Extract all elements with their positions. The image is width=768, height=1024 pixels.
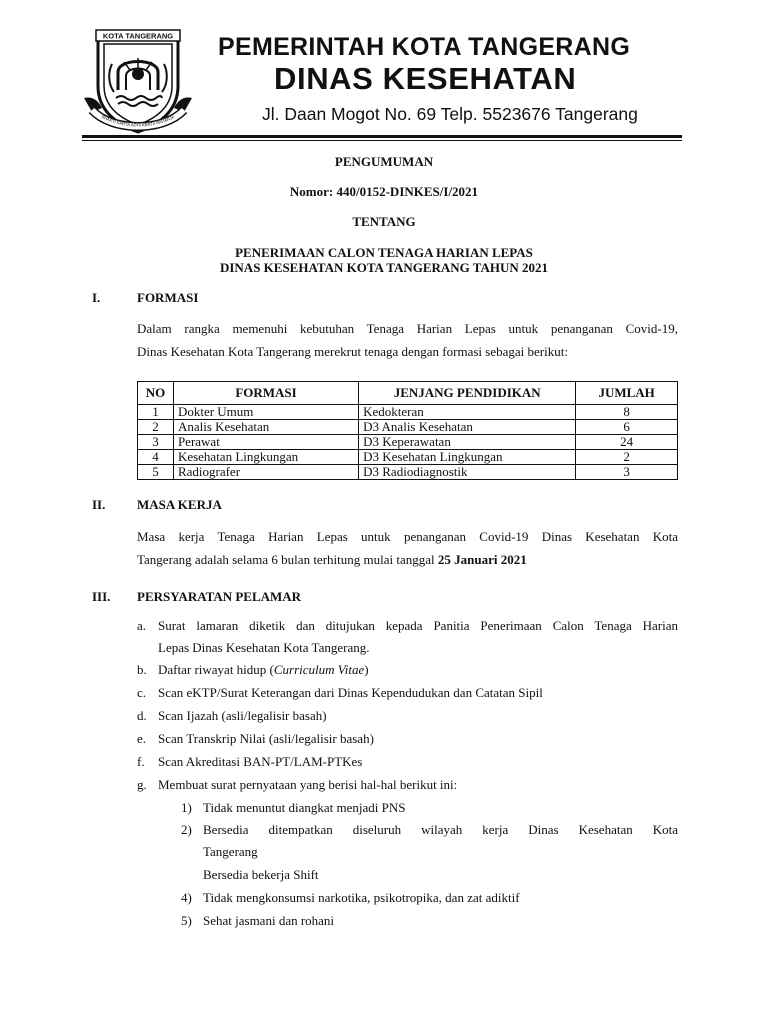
section-2-paragraph — [137, 525, 678, 571]
sub-list-item — [181, 910, 678, 932]
announcement-subject-line2: DINAS KESEHATAN KOTA TANGERANG TAHUN 2021 — [219, 260, 549, 275]
city-emblem-logo — [82, 28, 194, 136]
list-item-label: g. — [137, 777, 147, 792]
table-cell-no: 1 — [138, 405, 174, 420]
sub-list-item-label: 1) — [181, 800, 192, 815]
list-item-label: e. — [137, 731, 147, 746]
list-item — [137, 751, 678, 773]
list-item — [137, 728, 678, 750]
letterhead-text — [218, 32, 718, 126]
letterhead-agency: DINAS KESEHATAN — [274, 61, 577, 96]
section-2-paragraph-line — [137, 548, 678, 571]
table-cell-jenjang: D3 Analis Kesehatan — [359, 420, 576, 435]
list-item-text: Scan Akreditasi BAN-PT/LAM-PTKes — [158, 754, 363, 769]
curriculum-vitae-italic: Curriculum Vitae — [273, 662, 365, 677]
table-row — [138, 405, 678, 420]
table-cell-no: 2 — [138, 420, 174, 435]
section-1-paragraph-line: Dalam rangka memenuhi kebutuhan Tenaga Harian Lepas untuk penanganan Covid-19, — [137, 321, 678, 336]
list-item-text — [158, 659, 369, 681]
letterhead — [0, 0, 768, 140]
table-cell-formasi: Dokter Umum — [173, 405, 358, 420]
sub-list-item-text: Tidak mengkonsumsi narkotika, psikotropika, dan zat adiktif — [203, 890, 520, 905]
list-item-text-line: Lepas Dinas Kesehatan Kota Tangerang. — [158, 640, 370, 655]
table-row — [138, 435, 678, 450]
announcement-title: PENGUMUMAN — [334, 154, 434, 169]
table-header-jumlah: JUMLAH — [576, 382, 678, 405]
list-item-label: c. — [137, 685, 147, 700]
list-item-text: Scan eKTP/Surat Keterangan dari Dinas Kependudukan dan Catatan Sipil — [158, 685, 543, 700]
table-cell-no: 5 — [138, 465, 174, 480]
formation-table — [137, 381, 678, 480]
sub-list-item-label: 4) — [181, 890, 192, 905]
table-cell-formasi: Analis Kesehatan — [173, 420, 358, 435]
section-1-title: FORMASI — [137, 290, 199, 305]
list-item-text: Scan Transkrip Nilai (asli/legalisir basah) — [158, 731, 374, 746]
sub-list-item — [181, 819, 678, 863]
section-2-text: Tangerang adalah selama 6 bulan terhitung mulai tanggal — [137, 552, 438, 567]
sub-list-item-text: Sehat jasmani dan rohani — [203, 913, 335, 928]
section-3-number: III. — [92, 589, 111, 604]
sub-list-item-text: Tidak menuntut diangkat menjadi PNS — [203, 800, 406, 815]
table-header-jenjang: JENJANG PENDIDIKAN — [359, 382, 576, 405]
sub-list-item-text — [203, 819, 678, 863]
table-cell-jumlah: 24 — [576, 435, 678, 450]
table-row — [138, 450, 678, 465]
list-item-text-part: Daftar riwayat hidup ( — [158, 662, 274, 677]
table-cell-no: 3 — [138, 435, 174, 450]
logo-label: KOTA TANGERANG — [102, 31, 174, 41]
section-1-paragraph — [137, 317, 678, 363]
sub-list-item-text-line: Bersedia ditempatkan diseluruh wilayah kerja Dinas Kesehatan Kota — [203, 822, 678, 837]
letterhead-divider-thin — [82, 140, 682, 141]
sub-list-item — [181, 887, 678, 909]
table-cell-jenjang: D3 Kesehatan Lingkungan — [359, 450, 576, 465]
logo-motto: BHAKTI KARYA ADHI KERTA RAHARJA — [100, 114, 176, 128]
list-item-text — [158, 615, 678, 659]
sub-list-item-text-line: Tangerang — [203, 844, 258, 859]
sub-list-item-label: 5) — [181, 913, 192, 928]
list-item — [137, 615, 678, 659]
sub-list-item — [181, 864, 678, 886]
section-3-title: PERSYARATAN PELAMAR — [137, 589, 302, 604]
letterhead-government: PEMERINTAH KOTA TANGERANG — [218, 33, 631, 61]
list-item-label: b. — [137, 662, 147, 677]
sub-list-item — [181, 797, 678, 819]
announcement-number: Nomor: 440/0152-DINKES/I/2021 — [289, 184, 479, 199]
table-cell-formasi: Kesehatan Lingkungan — [173, 450, 358, 465]
table-cell-no: 4 — [138, 450, 174, 465]
table-cell-jenjang: D3 Keperawatan — [359, 435, 576, 450]
table-cell-formasi: Perawat — [173, 435, 358, 450]
list-item — [137, 774, 678, 796]
table-header-row — [138, 382, 678, 405]
table-row — [138, 420, 678, 435]
table-cell-jumlah: 6 — [576, 420, 678, 435]
list-item-text: Scan Ijazah (asli/legalisir basah) — [158, 708, 327, 723]
list-item-label: a. — [137, 618, 147, 633]
list-item — [137, 659, 678, 681]
list-item-label: f. — [137, 754, 145, 769]
list-item — [137, 705, 678, 727]
table-header-no: NO — [138, 382, 174, 405]
list-item-text-line: Surat lamaran diketik dan ditujukan kepada Panitia Penerimaan Calon Tenaga Harian — [158, 618, 678, 633]
table-cell-jumlah: 2 — [576, 450, 678, 465]
list-item-text-part: ) — [364, 662, 369, 677]
section-2-paragraph-line: Masa kerja Tenaga Harian Lepas untuk penanganan Covid-19 Dinas Kesehatan Kota — [137, 529, 678, 544]
table-cell-jenjang: D3 Radiodiagnostik — [359, 465, 576, 480]
section-1-number: I. — [92, 290, 101, 305]
letterhead-divider — [82, 135, 682, 138]
sub-list-item-text: Bersedia bekerja Shift — [203, 867, 319, 882]
table-cell-jumlah: 3 — [576, 465, 678, 480]
list-item-label: d. — [137, 708, 147, 723]
sub-list-item-label: 2) — [181, 822, 192, 837]
announcement-subject-line1: PENERIMAAN CALON TENAGA HARIAN LEPAS — [235, 245, 533, 260]
start-date: 25 Januari 2021 — [437, 552, 527, 567]
list-item — [137, 682, 678, 704]
announcement-about: TENTANG — [352, 214, 416, 229]
section-2-title: MASA KERJA — [137, 497, 222, 512]
table-header-formasi: FORMASI — [173, 382, 358, 405]
table-cell-jumlah: 8 — [576, 405, 678, 420]
letterhead-address: Jl. Daan Mogot No. 69 Telp. 5523676 Tangerang — [262, 104, 638, 124]
list-item-text: Membuat surat pernyataan yang berisi hal-hal berikut ini: — [158, 777, 458, 792]
table-row — [138, 465, 678, 480]
section-1-paragraph-line: Dinas Kesehatan Kota Tangerang merekrut tenaga dengan formasi sebagai berikut: — [137, 344, 568, 359]
section-2-number: II. — [92, 497, 106, 512]
table-cell-formasi: Radiografer — [173, 465, 358, 480]
table-cell-jenjang: Kedokteran — [359, 405, 576, 420]
